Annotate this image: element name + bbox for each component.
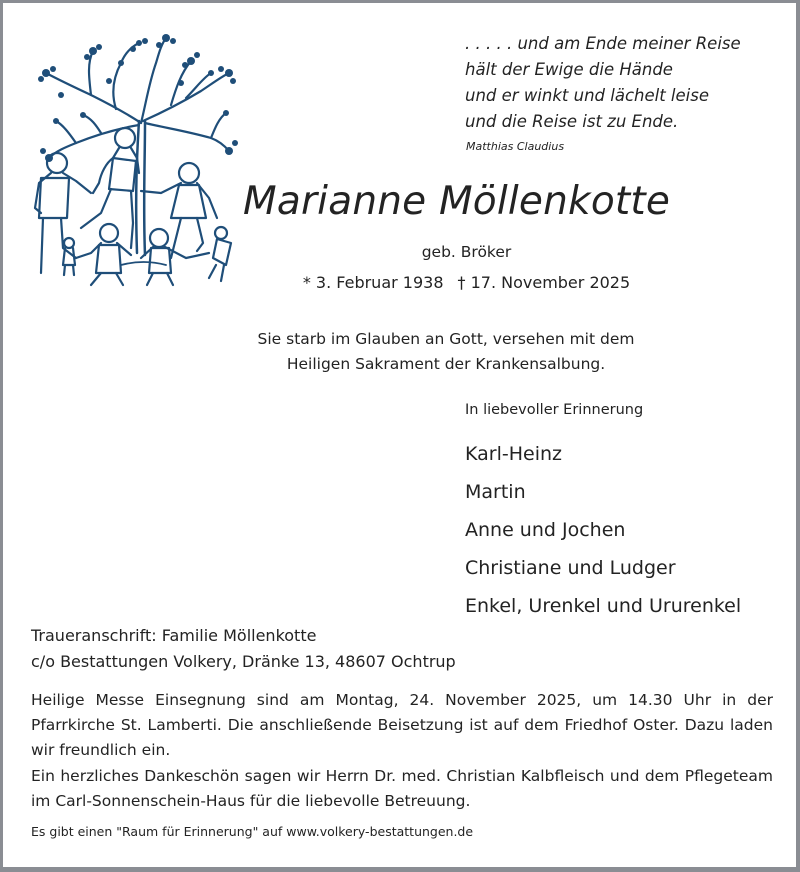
mourner-name: Martin xyxy=(465,481,526,503)
memory-intro: In liebevoller Erinnerung xyxy=(465,402,644,418)
footer-note: Es gibt einen "Raum für Erinnerung" auf www.volkery-bestattungen.de xyxy=(31,824,474,839)
service-announcement: Heilige Messe Einsegnung sind am Montag, 24. November 2025, um 14.30 Uhr in der Pfarrkirche St. Lamberti. Die anschließende Beisetzung ist auf dem Friedhof Oster. Dazu laden wir freundlich ein. xyxy=(31,691,773,759)
obituary-page xyxy=(3,3,796,867)
body-text xyxy=(31,688,773,814)
mourning-address xyxy=(31,623,456,675)
mourners-list xyxy=(465,435,741,625)
mourner-name: Karl-Heinz xyxy=(465,443,562,465)
birth-date: * 3. Februar 1938 xyxy=(302,273,444,292)
life-dates xyxy=(3,273,796,292)
faith-statement xyxy=(3,327,796,377)
poem xyxy=(465,31,741,135)
poem-line: und er winkt und lächelt leise xyxy=(465,86,709,105)
death-date: † 17. November 2025 xyxy=(457,273,631,292)
mourner-name: Anne und Jochen xyxy=(465,519,626,541)
address-line-1: Traueranschrift: Familie Möllenkotte xyxy=(31,626,317,645)
mourner-name: Christiane und Ludger xyxy=(465,557,676,579)
faith-line: Sie starb im Glauben an Gott, versehen mit dem xyxy=(257,330,635,348)
address-line-2: c/o Bestattungen Volkery, Dränke 13, 48607 Ochtrup xyxy=(31,652,456,671)
mourner-name: Enkel, Urenkel und Ururenkel xyxy=(465,595,742,617)
poem-line: und die Reise ist zu Ende. xyxy=(465,112,679,131)
poem-author: Matthias Claudius xyxy=(466,140,565,153)
faith-line: Heiligen Sakrament der Krankensalbung. xyxy=(286,355,606,373)
poem-line: . . . . . und am Ende meiner Reise xyxy=(465,34,741,53)
birth-name: geb. Bröker xyxy=(421,243,512,261)
deceased-name: Marianne Möllenkotte xyxy=(243,179,671,224)
poem-line: hält der Ewige die Hände xyxy=(465,60,673,79)
thanks-note: Ein herzliches Dankeschön sagen wir Herrn Dr. med. Christian Kalbfleisch und dem Pflegeteam im Carl-Sonnenschein-Haus für die liebevolle Betreuung. xyxy=(31,767,773,810)
